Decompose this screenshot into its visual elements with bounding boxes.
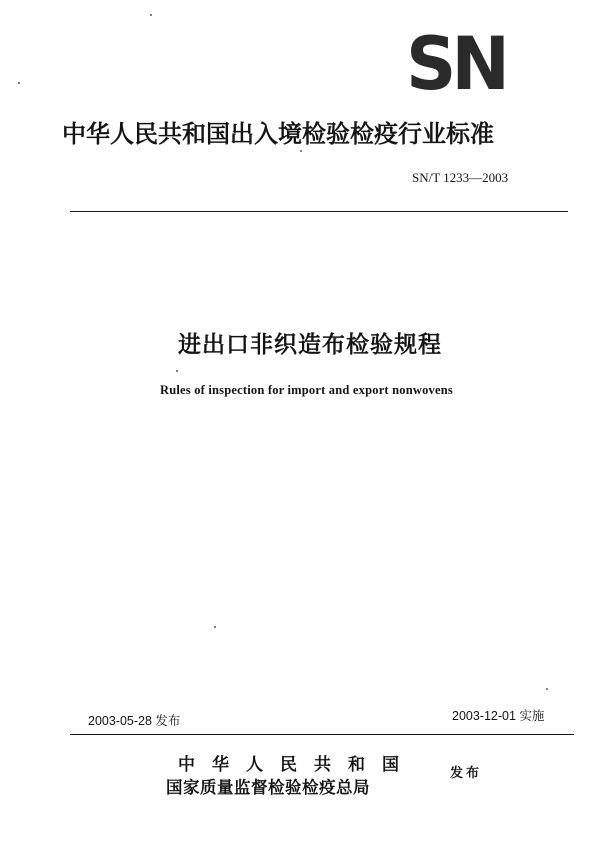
document-title-chinese: 进出口非织造布检验规程 bbox=[178, 332, 442, 358]
document-title-english: Rules of inspection for import and export nonwovens bbox=[160, 383, 453, 397]
top-divider bbox=[70, 211, 568, 212]
standard-code: SN/T 1233—2003 bbox=[412, 170, 509, 185]
sn-logo: SN bbox=[406, 20, 505, 107]
issuer-country: 中华人民共和国 bbox=[178, 755, 416, 775]
bottom-divider bbox=[70, 734, 574, 735]
scan-speck bbox=[18, 82, 20, 84]
issue-date: 2003-05-28 发布 bbox=[88, 714, 181, 728]
scan-speck bbox=[176, 370, 178, 372]
scan-speck bbox=[150, 14, 152, 16]
issuer-publish-label: 发布 bbox=[450, 766, 483, 781]
scan-speck bbox=[214, 626, 216, 628]
scan-speck bbox=[300, 150, 302, 152]
issuer-agency: 国家质量监督检验检疫总局 bbox=[166, 778, 370, 797]
standard-category-heading: 中华人民共和国出入境检验检疫行业标准 bbox=[62, 120, 494, 148]
scan-speck bbox=[546, 688, 548, 690]
implementation-date: 2003-12-01 实施 bbox=[452, 709, 545, 723]
